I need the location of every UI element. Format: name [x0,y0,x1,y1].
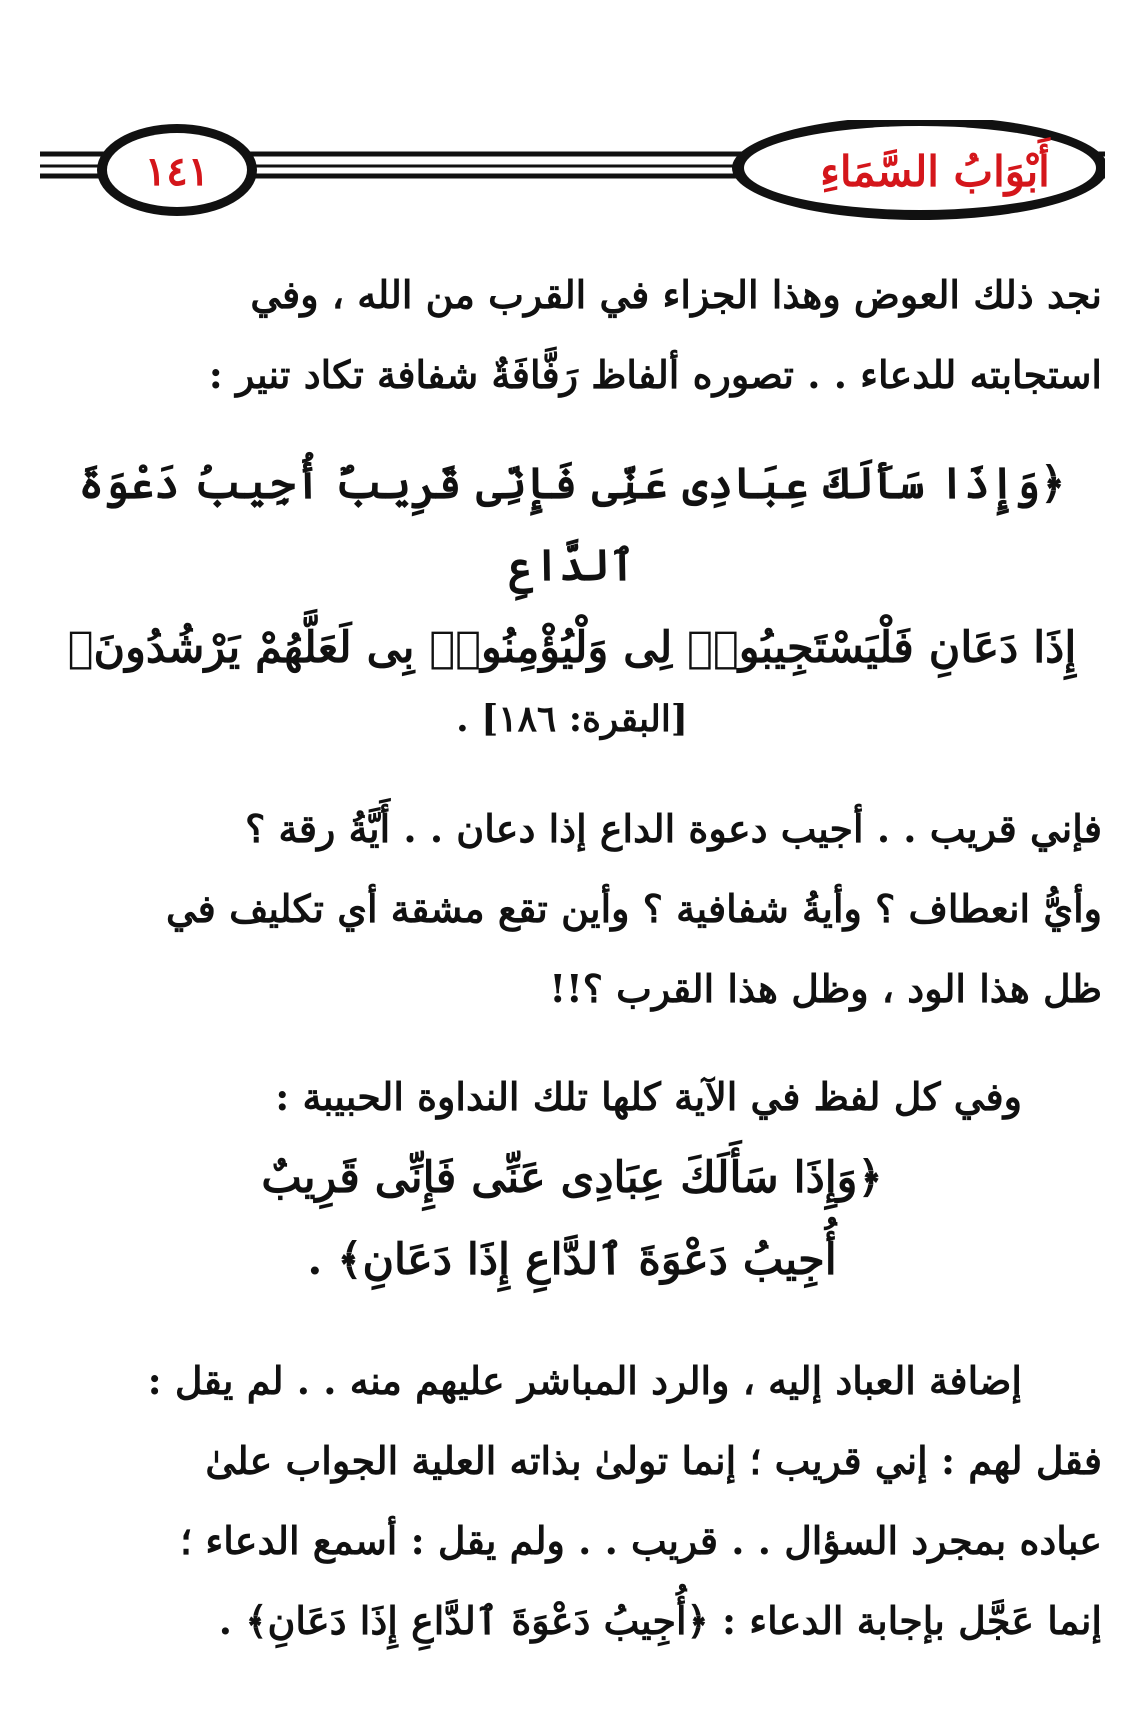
verse-2-line-1: ﴿وَإِذَا سَأَلَكَ عِبَادِى عَنِّى فَإِنِّى قَرِيبٌ [261,1153,883,1203]
paragraph-4-line-3: عباده بمجرد السؤال . . قريب . . ولم يقل : أسمع الدعاء ؛ [180,1518,1102,1563]
paragraph-2-line-1: فإني قريب . . أجيب دعوة الداع إذا دعان . . أَيَّةُ رقة ؟ [245,806,1102,851]
quran-verse-2 [42,1137,1102,1301]
book-title: أَبْوَابُ السَّمَاءِ [820,147,1050,196]
paragraph-4-line-1: إضافة العباد إليه ، والرد المباشر عليهم منه . . لم يقل : [147,1358,1022,1403]
paragraph-4-line-2: فقل لهم : إني قريب ؛ إنما تولىٰ بذاته العلية الجواب علىٰ [205,1438,1102,1483]
paragraph-2 [42,789,1102,1029]
paragraph-3-line-1: وفي كل لفظ في الآية كلها تلك النداوة الحبيبة : [275,1074,1022,1119]
paragraph-2-line-2: وأيُّ انعطاف ؟ وأيةُ شفافية ؟ وأين تقع مشقة أي تكليف في [166,886,1102,931]
verse-1-line-2: إِذَا دَعَانِ فَلْيَسْتَجِيبُوا۟ لِى وَلْيُؤْمِنُوا۟ بِى لَعَلَّهُمْ يَرْشُدُونَ﴾ [67,623,1077,673]
paragraph-4 [42,1341,1102,1661]
paragraph-3 [42,1057,1102,1137]
verse-2-line-2: أُجِيبُ دَعْوَةَ ٱلدَّاعِ إِذَا دَعَانِ﴾ . [307,1235,837,1285]
paragraph-1-line-2: استجابته للدعاء . . تصوره ألفاظ رَفَّافَةٌ شفافة تكاد تنير : [208,352,1102,397]
paragraph-1 [42,255,1102,415]
paragraph-1-line-1: نجد ذلك العوض وهذا الجزاء في القرب من الله ، وفي [250,272,1102,317]
quran-verse-1 [42,443,1102,749]
page-number: ١٤١ [144,148,210,195]
page-body [42,255,1102,1661]
verse-1-line-1: ﴿وَإِذَا سَأَلَكَ عِبَادِى عَنِّى فَإِنِّى قَرِيبٌ أُجِيبُ دَعْوَةَ ٱلدَّاعِ [78,459,1066,591]
page-header [40,120,1105,220]
verse-1-reference: [البقرة: ١٨٦] . [456,698,688,740]
paragraph-4-line-4: إنما عَجَّل بإجابة الدعاء : ﴿أُجِيبُ دَعْوَةَ ٱلدَّاعِ إِذَا دَعَانِ﴾ . [218,1598,1102,1643]
paragraph-2-line-3: ظل هذا الود ، وظل هذا القرب ؟!! [549,966,1102,1011]
